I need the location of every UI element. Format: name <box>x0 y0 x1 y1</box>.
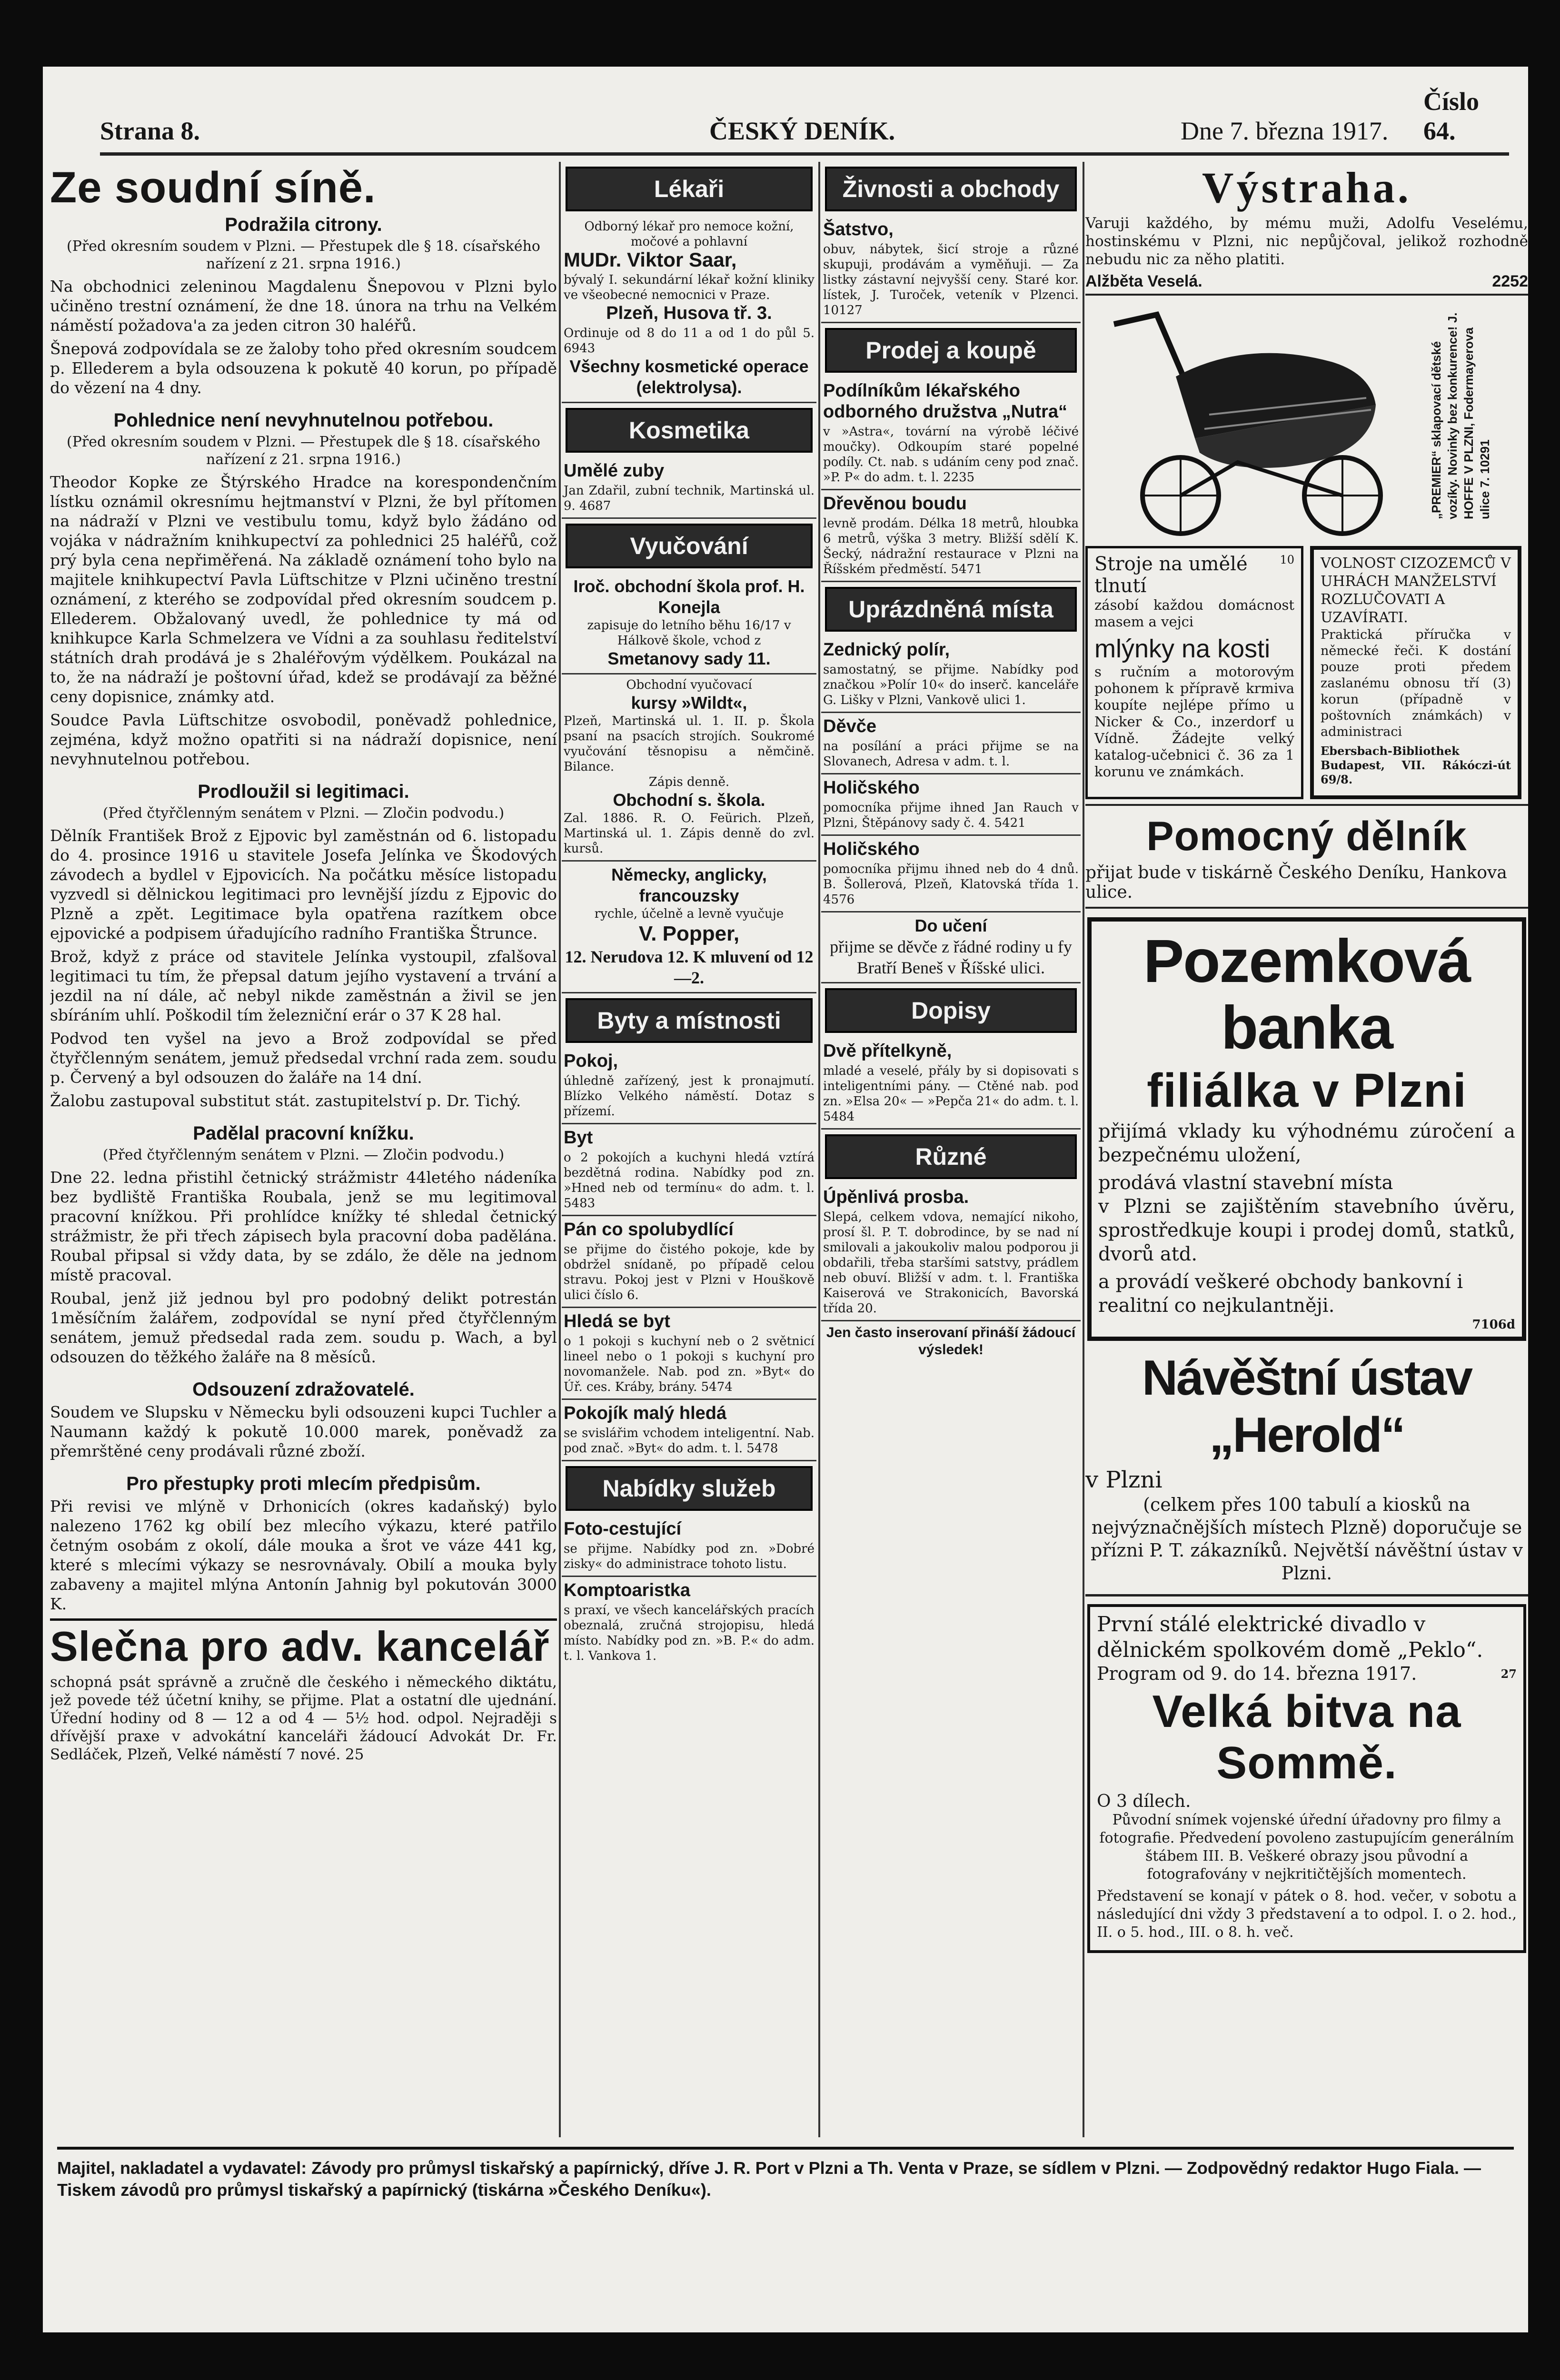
column-rule <box>1083 162 1084 2137</box>
ad-number: 10 <box>1280 553 1294 566</box>
notice-title: Výstraha. <box>1202 163 1411 212</box>
ad-text: Ebersbach-Bibliothek Budapest, VII. Rákóczi-út 69/8. <box>1321 744 1511 786</box>
ad-title: VOLNOST CIZOZEMCŮ V UHRÁCH MANŽELSTVÍ ROZLUČOVATI A UZAVÍRATI. <box>1321 555 1511 626</box>
issue-number: Číslo 64. <box>1423 87 1480 145</box>
pram-number: 10291 <box>1478 439 1492 474</box>
classified-ad <box>821 1184 1081 1321</box>
ad-text: přijat bude v tiskárně Českého Deníku, Hankova ulice. <box>1085 863 1507 902</box>
article-paragraph: Soudce Pavla Lüftschitze osvobodil, poněvadž pohlednice, zejména, když možno opatřiti si na nádraží dopisnice, není nevyhnutelnou potřebou. <box>50 711 557 768</box>
ad-title: Dvě přítelkyně, <box>823 1041 952 1061</box>
article-subtitle: (Před čtyřčlenným senátem v Plzni. — Zločin podvodu.) <box>102 805 505 822</box>
ad-title: Pokoj, <box>564 1051 618 1071</box>
court-reports-column <box>50 162 557 2137</box>
article-title: Prodloužil si legitimaci. <box>198 781 409 802</box>
article-paragraph: Theodor Kopke ze Štýrského Hradce na korespondenčním lístku oznámil okresnímu hejtmanství v Plzni, že byl přítomen na nádraží v Plzni ve vestibulu tomu, když bylo žádáno od vojáka v nádražním knihkupectví za pohlednici 25 haléřů, což prý byla cena nepřiměřená. Na základě oznámení toho bylo na majitele knihkupectví Pavla Lüftschitze v Plzni učiněno trestní oznámení, z kterého se zodpovídal před okresním soudcem p. Ellederem. Obžalovaný uvedl, že pohlednice ty má od knihkupce Karla Schmelzera ve Vídni a za souhlasu ředitelství státních drah prodává je s 2haléřovým výdělkem. Poukázal na to, že na nádraží je poštovní úřad, kdež se prodávají za běžné ceny dopisnice, známky atd. <box>50 473 557 706</box>
category-banner: Nabídky služeb <box>566 1466 813 1511</box>
cinema-title: Velká bitva na Sommě. <box>1152 1686 1461 1788</box>
ad-title: Iroč. obchodní škola prof. H. Konejla <box>573 576 805 617</box>
ad-title: Pán co spolubydlící <box>564 1220 734 1240</box>
classified-ad <box>562 1516 816 1577</box>
paper-title: ČESKÝ DENÍK. <box>709 117 895 145</box>
article-title: Pohlednice není nevyhnutelnou potřebou. <box>113 410 494 431</box>
ad-title: kursy »Wildt«, <box>631 693 747 713</box>
ad-title: MUDr. Viktor Saar, <box>564 248 737 271</box>
ad-text: pomocníka přijmu ihned neb do 4 dnů. B. Šollerová, Plzeň, Klatovská třída 1. 4576 <box>823 862 1079 907</box>
herold-text: (celkem přes 100 tabulí a kiosků na nejvýznačnějších místech Plzně) doporučuje se přízni P. T. zákazníků. Největší návěštní ústav v Plzni. <box>1091 1494 1523 1584</box>
bank-subtitle: filiálka v Plzni <box>1147 1064 1467 1117</box>
ad-title: Byt <box>564 1128 593 1148</box>
category-banner: Dopisy <box>825 988 1077 1033</box>
ad-title: Pomocný dělník <box>1146 813 1467 859</box>
herold-title: Návěštní ústav „Herold“ <box>1142 1350 1472 1463</box>
pram-text: „PREMIER“ sklapovací dětské vozíky. Novinky bez konkurence! J. HOFFE V PLZNI, Fodermayerova ulice 7. <box>1429 312 1492 519</box>
classified-ad <box>821 774 1081 836</box>
ad-text: v »Astra«, tovární na výrobě léčivé moučky). Odkoupím staré popelné podíly. Ct. nab. s udáním ceny pod znač. »P. P« do adm. t. l. 2235 <box>823 425 1079 485</box>
category-banner: Byty a místnosti <box>566 998 813 1043</box>
imprint-footer <box>57 2147 1514 2201</box>
ad-text: obuv, nábytek, šicí stroje a různé skupuji, prodávám a vyměňuji. — Za listky zástavní nejvyšší ceny. Staré kor. lístek, J. Turoček, veteník v Plzenci. 10127 <box>823 242 1079 317</box>
classified-ad <box>562 1308 816 1400</box>
ad-text: se svislářim vchodem inteligentní. Nab. pod znač. »Byt« do adm. t. l. 5478 <box>564 1426 815 1456</box>
article-title: Podražila citrony. <box>225 214 382 235</box>
ad-title: Děvče <box>823 716 876 736</box>
category-banner: Živnosti a obchody <box>825 167 1077 211</box>
classified-ad <box>562 1216 816 1308</box>
ad-title: Komptoaristka <box>564 1580 691 1600</box>
article-paragraph: Podvod ten vyšel na jevo a Brož zodpovídal se před čtyřčlenným senátem, jemuž předsedal vrchní rada zem. soudu p. Červený a byl odsouzen do žaláře na 14 dní. <box>50 1029 557 1087</box>
article-title: Odsouzení zdražovatelé. <box>192 1379 415 1400</box>
classifieds-column-2 <box>821 162 1081 2137</box>
book-ad <box>1310 546 1521 799</box>
ad-title: Dřevěnou boudu <box>823 494 967 514</box>
category-banner: Prodej a koupě <box>825 328 1077 373</box>
worker-ad <box>1085 804 1528 909</box>
classified-ad <box>562 216 816 403</box>
category-banner: Kosmetika <box>566 408 813 453</box>
ad-text: Odborný lékař pro nemoce kožní, močové a pohlavní <box>584 219 794 249</box>
article-paragraph: Soudem ve Slupsku v Německu byli odsouzeni kupci Tuchler a Naumann každý k pokutě 10.000 marek, poněvadž za přemrštěné ceny prodávali různé zboží. <box>50 1403 557 1460</box>
category-banner: Různé <box>825 1134 1077 1179</box>
ad-text: o 2 pokojích a kuchyni hledá vztírá bezdětná rodina. Nabídky pod zn. »Hned neb od termínu« do adm. t. l. 5483 <box>564 1150 815 1210</box>
cinema-header: První stálé elektrické divadlo v dělnickém spolkovém domě „Peklo“. <box>1097 1612 1483 1662</box>
ad-text: Plzeň, Martinská ul. 1. II. p. Škola psaní na psacích strojích. Soukromé vyučování těsnopisu a němčině. Bilance. <box>564 714 815 774</box>
ad-title: Německy, anglicky, francouzsky <box>611 865 767 905</box>
column-rule <box>818 162 820 2137</box>
classifieds-column-1 <box>562 162 816 2137</box>
imprint-text: Majitel, nakladatel a vydavatel: Závody pro průmysl tiskařský a papírnický, dříve J. R. Port v Plzni a Th. Venta v Praze, se sídlem v Plzni. — Zodpovědný redaktor Hugo Fiala. — Tiskem závodů pro průmysl tiskařský a papírnický (tiskárna »Českého Deníku«). <box>57 2158 1481 2200</box>
ad-text: rychle, účelně a levně vyučuje <box>594 907 784 921</box>
ad-text: Ordinuje od 8 do 11 a od 1 do půl 5. 6943 <box>564 326 815 356</box>
masthead <box>100 87 1509 156</box>
herold-ad <box>1085 1349 1528 1597</box>
category-banner: Lékaři <box>566 167 813 211</box>
mill-ad <box>1085 546 1303 799</box>
article-paragraph: Dělník František Brož z Ejpovic byl zaměstnán od 6. listopadu do 4. prosince 1916 u stavitele Josefa Jelínka ve Škodových závodech a bydlel v Ejpovicích. Na počátku měsíce listopadu vyzvedl si dělnickou legitimaci pro levnější jízdu z Ejpovic do Plzně a zpět. Legitimace byla opatřena razítkem obce ejpovické a podpisem úřadujícího radního Františka Štrunce. <box>50 826 557 942</box>
ad-title: Umělé zuby <box>564 461 665 481</box>
classified-ad <box>821 1321 1081 1362</box>
ad-text: Zápis denně. <box>648 775 730 789</box>
ad-text: úhledně zařízený, jest k pronajmutí. Blízko Velkého náměstí. Dotaz s přízemí. <box>564 1074 815 1119</box>
ad-text: mladé a veselé, přály by si dopisovati s inteligentními pány. — Ctěné nab. pod zn. »Elsa 20« — »Pepča 21« do adm. t. l. 5484 <box>823 1064 1079 1124</box>
herold-subtitle: v Plzni <box>1085 1467 1163 1493</box>
ad-text: zásobí každou domácnost masem a vejci <box>1094 597 1294 630</box>
issue-date: Dne 7. března 1917. <box>1181 117 1389 145</box>
ad-title: Úpěnlivá prosba. <box>823 1187 969 1207</box>
category-banner: Uprázdněná místa <box>825 587 1077 632</box>
ad-text: Jan Zdařil, zubní technik, Martinská ul. 9. 4687 <box>564 484 815 513</box>
classified-ad <box>562 457 816 519</box>
bank-number: 7106d <box>1472 1318 1515 1332</box>
ad-title: Plzeň, Husova tř. 3. <box>606 303 772 323</box>
classified-ad <box>821 1038 1081 1130</box>
ad-text: zapisuje do letního běhu 16/17 v Hálkově škole, vchod z <box>587 618 791 648</box>
ad-title: Holičského <box>823 778 920 798</box>
warning-notice <box>1085 164 1528 296</box>
article-subtitle: (Před okresním soudem v Plzni. — Přestupek dle § 18. císařského nařízení z 21. srpna 1916.) <box>67 434 540 468</box>
classified-ad <box>821 836 1081 912</box>
ad-title: 12. Nerudova 12. K mluvení od 12—2. <box>565 947 814 987</box>
ad-text: levně prodám. Délka 18 metrů, hloubka 6 metrů, výška 3 metry. Bližší sdělí K. Šecký, nádražní restaurace v Plzni na Říšském předměstí. 5471 <box>823 516 1079 576</box>
cinema-number: 27 <box>1500 1666 1517 1681</box>
page-number: Strana 8. <box>100 117 200 145</box>
ad-title: Všechny kosmetické operace (elektrolysa). <box>569 357 809 397</box>
ad-title: Stroje na umělé tlnutí <box>1094 553 1248 597</box>
ad-title: Obchodní s. škola. <box>613 790 765 810</box>
classified-ad <box>562 1577 816 1667</box>
article-subtitle: (Před okresním soudem v Plzni. — Přestupek dle § 18. císařského nařízení z 21. srpna 1916.) <box>67 238 540 272</box>
bank-text: přijímá vklady ku výhodnému zúročení a bezpečnému uložení, <box>1098 1121 1515 1166</box>
category-banner: Vyučování <box>566 524 813 568</box>
display-ads-column <box>1085 162 1528 2137</box>
classified-ad <box>821 490 1081 582</box>
ad-text: přijme se děvče z řádné rodiny u fy Bratří Beneš v Říšské ulici. <box>830 937 1072 977</box>
article-paragraph: Při revisi ve mlýně v Drhonicích (okres kadaňský) bylo nalezeno 1762 kg obilí bez mlecího výkazu, které patřilo četným osobám z okolí, dále mouka a šrot ve váze 441 kg, které s mlecími výkazy se nesrovnávaly. Obilí a mouka byly zabaveny a majitel mlýna Antonín Jahnig byl pokutován 3000 K. <box>50 1497 557 1613</box>
bank-text: a provádí veškeré obchody bankovní i realitní co nejkulantněji. <box>1098 1271 1463 1317</box>
classified-ad <box>821 636 1081 713</box>
cinema-parts: O 3 dílech. <box>1097 1792 1191 1811</box>
newspaper-page <box>43 67 1528 2332</box>
classified-ad <box>821 216 1081 323</box>
classified-ad <box>562 1400 816 1461</box>
article-paragraph: Na obchodnici zeleninou Magdalenu Šnepovou v Plzni bylo učiněno trestní oznámení, že dne 18. února na trhu na Velkém náměstí požadova'a za jeden citron 30 haléřů. <box>50 277 557 335</box>
ad-title: Slečna pro adv. kancelář <box>50 1623 550 1670</box>
ad-text: samostatný, se přijme. Nabídky pod značkou »Polír 10« do inserč. kanceláře G. Lišky v Plzni, Vankově ulici 1. <box>823 663 1079 707</box>
article-title: Padělal pracovní knížku. <box>193 1123 414 1144</box>
ad-text: o 1 pokoji s kuchyní neb o 2 světnicí lineel nebo o 1 pokoji s kuchyní pro novomanžele. Nab. pod zn. »Byt« do Úř. ces. Kráby, brány. 5474 <box>564 1334 815 1394</box>
column-rule <box>559 162 561 2137</box>
ad-text: Praktická příručka v německé řeči. K dostání pouze proti předem zaslanému obnosu tří (3) korun (případně v poštovních známkách) v administraci <box>1321 627 1511 739</box>
bank-text: v Plzni se zajištěním stavebního úvěru, sprostředkuje koupi i prodej domů, statků, dvorů atd. <box>1098 1196 1515 1265</box>
section-title: Ze soudní síně. <box>50 163 376 212</box>
pram-illustration <box>1085 296 1419 543</box>
ad-title: Do učení <box>914 916 987 935</box>
classified-ad <box>50 1618 557 1764</box>
article-paragraph: Roubal, jenž již jednou byl pro podobný delikt potrestán 1měsíčním žalářem, zodpovídal se nyní před čtyřčlenným senátem, jemuž předsedal rada zem. soudu p. Wach, a byl odsouzen do těžkého žaláře na 8 měsíců. <box>50 1289 557 1366</box>
ad-title: Jen často inserovaní přináší žádoucí výsledek! <box>826 1325 1076 1358</box>
ad-text: se přijme. Nabídky pod zn. »Dobré zisky« do administrace tohoto listu. <box>564 1542 815 1571</box>
article-title: Pro přestupky proti mlecím předpisům. <box>126 1473 481 1494</box>
ad-title: mlýnky na kosti <box>1094 635 1271 663</box>
bank-ad <box>1087 917 1526 1341</box>
ad-title: Zednický polír, <box>823 640 950 660</box>
cinema-program: Program od 9. do 14. března 1917. <box>1097 1663 1417 1684</box>
ad-text: Slepá, celkem vdova, nemající nikoho, prosí šl. P. T. dobrodince, by se nad ní smilovali a jakoukoliv malou podporou ji obdařili, třeba staršími satstvy, prádlem neb obuví. Bližší v adm. t. l. Františka Kaiserová ve Strakonicích, Bavorská třída 20. <box>823 1210 1079 1316</box>
ad-title: V. Popper, <box>638 922 740 945</box>
cinema-text: Představení se konají v pátek o 8. hod. večer, v sobotu a následující dni vždy 3 představení a to odpol. I. o 2. hod., II. o 5. hod., III. o 8. h. več. <box>1097 1888 1517 1941</box>
classified-ad <box>562 1048 816 1124</box>
ad-title: Podílníkům lékařského odborného družstva „Nutra“ <box>823 381 1068 422</box>
ad-text: Zal. 1886. R. O. Feürich. Plzeň, Martinská ul. 1. Zápis denně do zvl. kursů. <box>564 811 815 856</box>
classified-ad <box>562 674 816 862</box>
article-paragraph: Brož, když z práce od stavitele Jelínka vystoupil, zfalšoval legitimaci tu tím, že přepsal datum jejího vystavení a trvání a jezdil na ní dále, ač nebyl nikde zaměstnán a živil se jen sbíráním uhlí. Poškodil tím železniční erár o 37 K 28 hal. <box>50 947 557 1024</box>
bank-text: prodává vlastní stavební místa <box>1098 1172 1393 1194</box>
ad-text: se přijme do čistého pokoje, kde by obdržel snídaně, po případě celou stravu. Pokoj jest v Plzni v Houškově ulici číslo 6. <box>564 1242 815 1302</box>
ad-text: schopná psát správně a zručně dle českého i německého diktátu, jež povede též účetní knihy, se přijme. Plat a ostatní dle ujednání. Úřední hodiny od 8 — 12 a od 4 — 5½ hod. odpol. Nejraději s dřívější praxe v advokátní kanceláři žádoucí Advokát Dr. Fr. Sedláček, Plzeň, Velké náměstí 7 nové. 25 <box>50 1674 557 1763</box>
classified-ad <box>821 713 1081 774</box>
ad-text: pomocníka přijme ihned Jan Rauch v Plzni, Štěpánovy sady č. 4. 5421 <box>823 801 1079 830</box>
ad-text: s praxí, ve všech kancelářských pracích obeznalá, zručná strojopisu, hledá místo. Nabídky pod zn. »B. P.« do adm. t. l. Vankova 1. <box>564 1603 815 1663</box>
classified-ad <box>562 1124 816 1216</box>
ad-title: Smetanovy sady 11. <box>607 649 771 668</box>
ad-text: na posílání a práci přijme se na Slovanech, Adresa v adm. t. l. <box>823 739 1079 769</box>
bank-title: Pozemková banka <box>1143 927 1471 1062</box>
cinema-text: Původní snímek vojenské úřední úřadovny pro filmy a fotografie. Předvedení povoleno zastupujícím generálním štábem III. B. Veškeré obrazy jsou původní a fotografovány v nejkritičtějších momentech. <box>1099 1812 1514 1883</box>
ad-row <box>1085 546 1528 799</box>
ad-text: Obchodní vyučovací <box>626 678 752 692</box>
classified-ad <box>821 377 1081 490</box>
classified-ad <box>821 912 1081 983</box>
ad-text: bývalý I. sekundární lékař kožní kliniky ve všeobecné nemocnici v Praze. <box>564 273 815 302</box>
ad-title: Šatstvo, <box>823 219 894 239</box>
article-paragraph: Šnepová zodpovídala se ze žaloby toho před okresním soudcem p. Ellederem a byla odsouzena k pokutě 40 korun, po případě do vězení na 4 dny. <box>50 339 557 397</box>
article-subtitle: (Před čtyřčlenným senátem v Plzni. — Zločin podvodu.) <box>102 1147 505 1163</box>
article-paragraph: Dne 22. ledna přistihl četnický strážmistr 44letého nádeníka bez bydliště Františka Roubala, jenž se mu legitimoval pracovní knížkou. Při prohlídce knížky té shledal četnický strážmistr, že při třech zápisech byla pracovní doba padělána. Roubal připsal si vždy data, by se zdálo, že děle na jednom místě pracoval. <box>50 1168 557 1284</box>
notice-text: Varuji každého, by mému muži, Adolfu Veselému, hostinskému v Plzni, nic nepůjčoval, jelikož rozhodně nebudu nic za něho platiti. <box>1085 215 1528 268</box>
classified-ad <box>562 573 816 674</box>
article-paragraph: Žalobu zastupoval substitut stát. zastupitelství p. Dr. Tichý. <box>50 1091 521 1110</box>
cinema-ad <box>1087 1604 1526 1953</box>
ad-title: Hledá se byt <box>564 1311 670 1331</box>
ad-title: Pokojík malý hledá <box>564 1403 727 1423</box>
ad-title: Holičského <box>823 839 920 859</box>
classified-ad <box>562 862 816 993</box>
ad-title: Foto-cestující <box>564 1519 682 1539</box>
notice-sign: Alžběta Veselá. <box>1085 272 1202 290</box>
ad-text: s ručním a motorovým pohonem k přípravě krmiva koupíte nejlépe přímo u Nicker & Co., inzerdorf u Vídně. Žádejte velký katalog-učebnici č. 36 za 1 korunu ve známkách. <box>1094 664 1294 780</box>
pram-ad <box>1085 296 1528 543</box>
notice-number: 2252 <box>1492 272 1528 290</box>
